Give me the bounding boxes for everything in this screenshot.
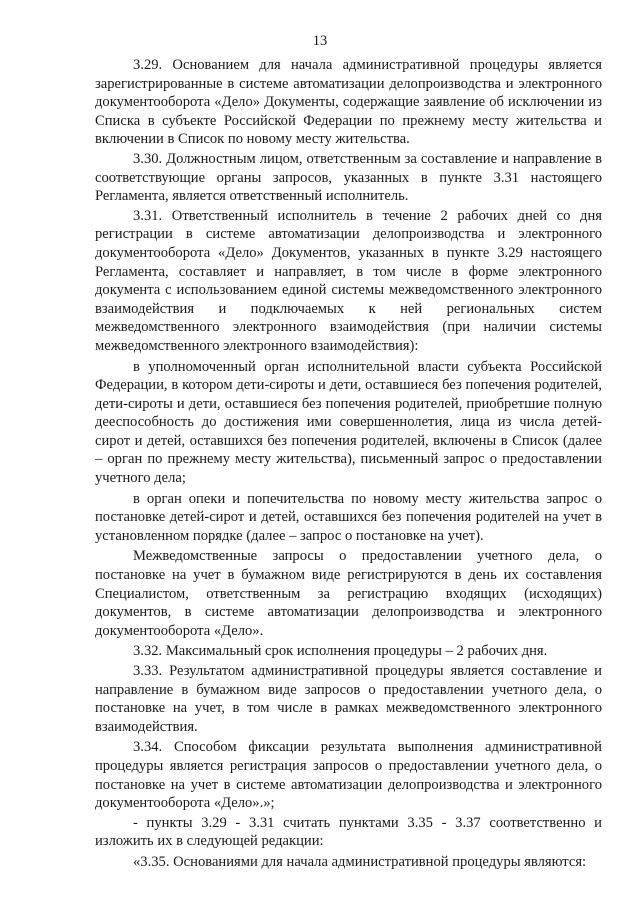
- paragraph-request-new-residence: в орган опеки и попечительства по новому месту жительства запрос о постановке детей-сирот и детей, оставшихся без попечения родителей на учет в установленном порядке (далее – запрос о постановке на учет).: [95, 490, 602, 544]
- paragraph-3-29: 3.29. Основанием для начала административной процедуры является зарегистрированные в системе автоматизации делопроизводства и электронного документооборота «Дело» Документы, содержащие заявление об исключении из Списка в субъекте Российской Федерации по прежнему месту жительства и включении в Список по новому месту жительства.: [95, 57, 602, 148]
- paragraph-request-previous-residence: в уполномоченный орган исполнительной власти субъекта Российской Федерации, в котором дети-сироты и дети, оставшиеся без попечения родителей, дети-сироты и дети, оставшиеся без попечения родителей, приобретшие полную дееспособность до достижения ими совершеннолетия, лица из числа детей-сирот и детей, оставшихся без попечения родителей, включены в Список (далее – орган по прежнему месту жительства), письменный запрос о предоставлении учетного дела;: [95, 358, 602, 487]
- paragraph-3-34: 3.34. Способом фиксации результата выполнения административной процедуры является регистрация запросов о предоставлении учетного дела, о постановке на учет в системе автоматизации делопроизводства и электронного документооборота «Дело».»;: [95, 739, 602, 812]
- document-body: [95, 56, 602, 872]
- paragraph-interagency-requests: Межведомственные запросы о предоставлении учетного дела, о постановке на учет в бумажном виде регистрируются в день их составления Специалистом, ответственным за регистрацию входящих (исходящих) документов, в системе автоматизации делопроизводства и электронного документооборота «Дело».: [95, 548, 602, 639]
- paragraph-3-30: 3.30. Должностным лицом, ответственным за составление и направление в соответствующие органы запросов, указанных в пункте 3.31 настоящего Регламента, является ответственный исполнитель.: [95, 150, 602, 205]
- page-number: 13: [312, 33, 328, 49]
- paragraph-renumbering: - пункты 3.29 - 3.31 считать пунктами 3.35 - 3.37 соответственно и изложить их в следующей редакции:: [95, 814, 602, 850]
- paragraph-3-35: «3.35. Основаниями для начала административной процедуры являются:: [133, 853, 587, 870]
- paragraph-3-32: 3.32. Максимальный срок исполнения процедуры – 2 рабочих дня.: [133, 643, 548, 660]
- paragraph-3-31: 3.31. Ответственный исполнитель в течение 2 рабочих дней со дня регистрации в системе автоматизации делопроизводства и электронного документооборота «Дело» Документов, указанных в пункте 3.29 настоящего Регламента, составляет и направляет, в том числе в форме электронного документа с использованием единой системы межведомственного электронного взаимодействия и подключаемых к ней региональных систем межведомственного электронного взаимодействия (при наличии системы межведомственного электронного взаимодействия):: [95, 207, 602, 354]
- paragraph-3-33: 3.33. Результатом административной процедуры является составление и направление в бумажном виде запросов о предоставлении учетного дела, о постановке на учет, в том числе в рамках межведомственного электронного взаимодействия.: [95, 663, 602, 735]
